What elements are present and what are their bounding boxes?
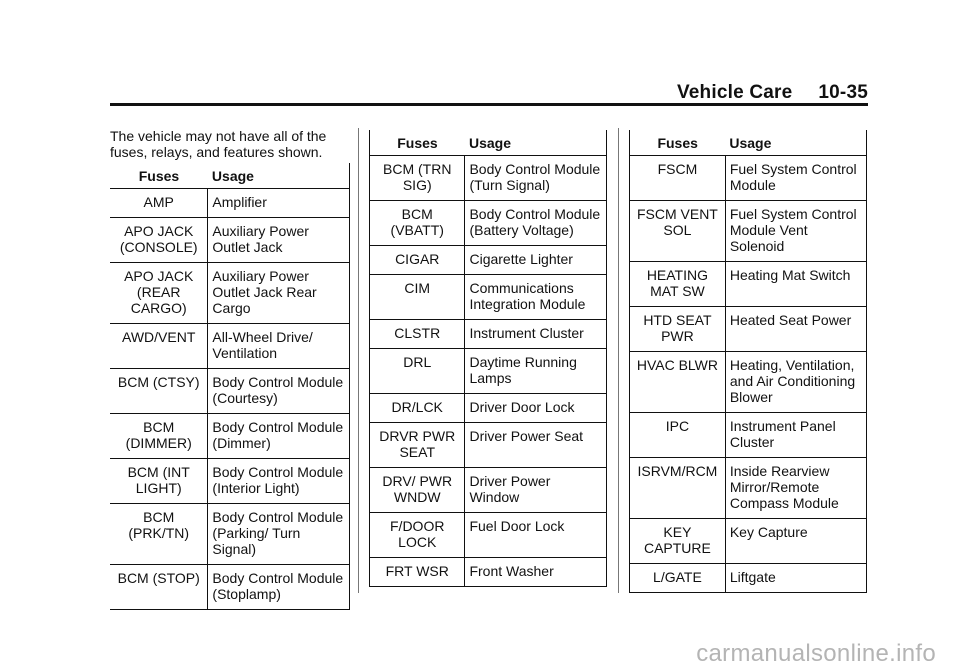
fuse-row [110,189,350,218]
fuse-usage: All-Wheel Drive/ Ventilation [208,324,350,369]
fuse-usage: Auxiliary Power Outlet Jack [208,218,350,263]
fuse-name: APO JACK (REAR CARGO) [110,263,208,324]
header-rule [110,103,868,106]
fuses-header: Fuses [630,130,726,156]
fuse-usage: Body Control Module (Battery Voltage) [465,201,607,246]
header-title [677,82,868,104]
fuse-usage: Body Control Module (Interior Light) [208,459,350,504]
fuse-usage: Instrument Cluster [465,320,607,349]
fuse-name: ISRVM/RCM [630,458,726,519]
fuse-name: AWD/VENT [110,324,208,369]
fuse-row [630,413,867,458]
watermark: carmanualsonline.info [696,640,936,667]
fuse-row [630,458,867,519]
usage-header: Usage [725,130,866,156]
fuse-row [110,565,350,610]
fuse-name: HVAC BLWR [630,352,726,413]
fuse-usage: Fuel System Control Module Vent Solenoid [725,201,866,262]
fuse-name: DR/LCK [370,394,465,423]
fuse-row [630,564,867,593]
fuse-name: CIM [370,275,465,320]
fuse-name: DRV/ PWR WNDW [370,468,465,513]
fuse-table-2 [369,130,607,587]
fuse-name: HTD SEAT PWR [630,307,726,352]
fuse-row [630,262,867,307]
fuse-usage: Fuel System Control Module [725,156,866,201]
fuse-row [110,263,350,324]
fuse-row [630,156,867,201]
fuse-row [630,307,867,352]
fuse-row [370,468,607,513]
fuse-usage: Driver Power Window [465,468,607,513]
fuse-name: BCM (CTSY) [110,369,208,414]
fuse-usage: Body Control Module (Stoplamp) [208,565,350,610]
fuse-name: FSCM VENT SOL [630,201,726,262]
fuse-table-3 [629,130,867,593]
fuse-usage: Auxiliary Power Outlet Jack Rear Cargo [208,263,350,324]
fuse-name: FRT WSR [370,558,465,587]
fuse-name: BCM (PRK/TN) [110,504,208,565]
fuse-row [370,394,607,423]
fuse-usage: Front Washer [465,558,607,587]
column-divider-2 [618,128,619,593]
fuse-row [370,320,607,349]
fuse-row [370,423,607,468]
fuse-row [110,414,350,459]
fuse-row [110,459,350,504]
fuse-name: BCM (DIMMER) [110,414,208,459]
fuse-row [370,201,607,246]
fuse-row [370,246,607,275]
fuse-row [110,369,350,414]
fuse-usage: Fuel Door Lock [465,513,607,558]
fuse-row [370,156,607,201]
fuse-usage: Amplifier [208,189,350,218]
fuse-row [110,504,350,565]
fuse-name: FSCM [630,156,726,201]
fuse-name: BCM (VBATT) [370,201,465,246]
fuse-usage: Daytime Running Lamps [465,349,607,394]
column-divider-1 [358,128,359,593]
fuse-row [630,201,867,262]
fuse-row [370,558,607,587]
fuse-usage: Driver Power Seat [465,423,607,468]
fuse-name: DRVR PWR SEAT [370,423,465,468]
section-title: Vehicle Care [676,82,793,103]
fuses-header: Fuses [110,163,208,189]
usage-header: Usage [465,130,607,156]
fuse-usage: Heating Mat Switch [725,262,866,307]
fuse-name: HEATING MAT SW [630,262,726,307]
fuse-table-1 [110,163,350,610]
fuse-name: KEY CAPTURE [630,519,726,564]
fuse-usage: Driver Door Lock [465,394,607,423]
fuse-name: BCM (STOP) [110,565,208,610]
fuse-name: IPC [630,413,726,458]
fuse-usage: Body Control Module (Dimmer) [208,414,350,459]
fuse-name: CLSTR [370,320,465,349]
fuse-name: DRL [370,349,465,394]
fuses-header: Fuses [370,130,465,156]
fuse-row [370,513,607,558]
fuse-name: BCM (TRN SIG) [370,156,465,201]
fuse-name: APO JACK (CONSOLE) [110,218,208,263]
fuse-name: F/DOOR LOCK [370,513,465,558]
fuse-usage: Body Control Module (Courtesy) [208,369,350,414]
fuse-row [630,519,867,564]
fuse-usage: Liftgate [725,564,866,593]
usage-header: Usage [208,163,350,189]
fuse-row [110,218,350,263]
fuse-row [110,324,350,369]
fuse-name: BCM (INT LIGHT) [110,459,208,504]
fuse-usage: Instrument Panel Cluster [725,413,866,458]
fuse-usage: Key Capture [725,519,866,564]
fuse-usage: Heating, Ventilation, and Air Conditioning Blower [725,352,866,413]
fuse-usage: Body Control Module (Turn Signal) [465,156,607,201]
fuse-name: AMP [110,189,208,218]
fuse-name: L/GATE [630,564,726,593]
fuse-row [630,352,867,413]
fuse-usage: Body Control Module (Parking/ Turn Signal) [208,504,350,565]
page-number: 10-35 [818,82,868,103]
fuse-name: CIGAR [370,246,465,275]
fuse-usage: Communications Integration Module [465,275,607,320]
intro-text: The vehicle may not have all of the fuses, relays, and features shown. [110,128,327,160]
fuse-row [370,349,607,394]
fuse-row [370,275,607,320]
fuse-usage: Cigarette Lighter [465,246,607,275]
fuse-usage: Heated Seat Power [725,307,866,352]
fuse-usage: Inside Rearview Mirror/Remote Compass Module [725,458,866,519]
